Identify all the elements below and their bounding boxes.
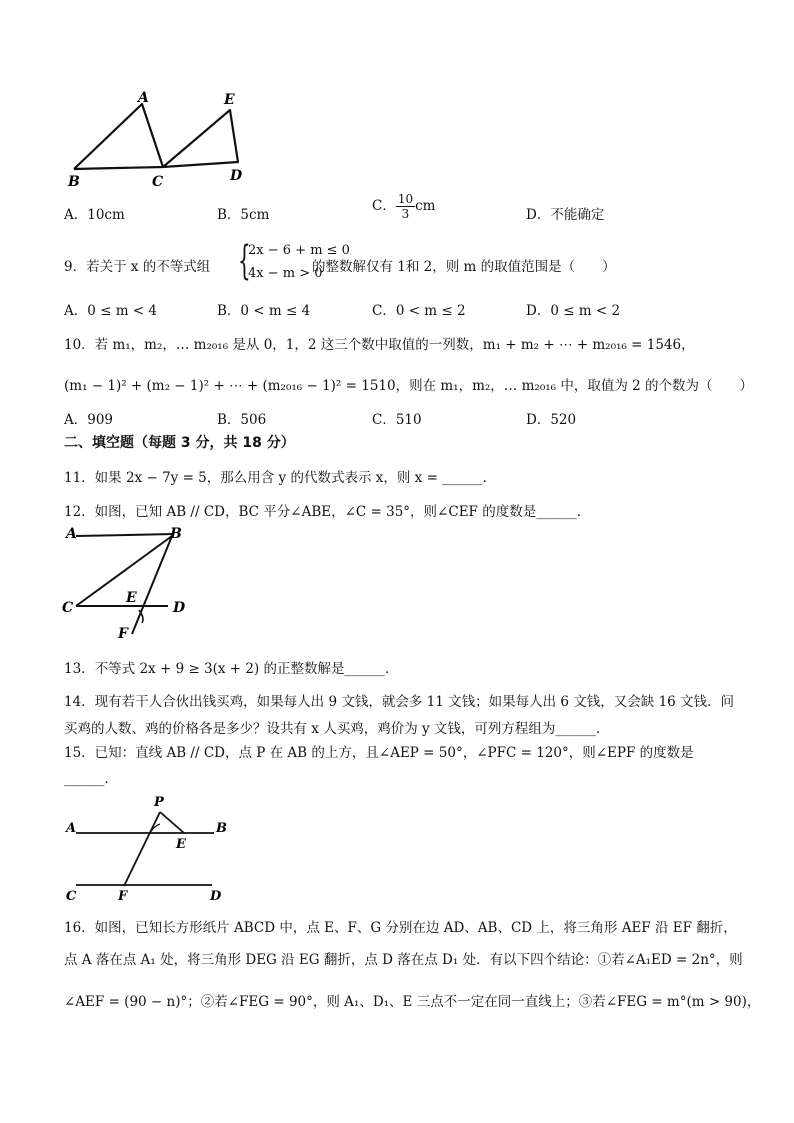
q8-option-c-prefix: C． [372,198,396,214]
fraction [396,192,415,221]
q10-option-d: D．520 [526,412,577,428]
q9-option-a: A．0 ≤ m < 4 [64,303,158,319]
q8-option-b: B．5cm [217,207,270,223]
q10-option-b: B．506 [217,412,267,428]
label-b: B [68,174,80,190]
left-brace: { [238,238,251,284]
label-c: C [66,889,77,904]
q10-line-2: (m₁ − 1)² + (m₂ − 1)² + ⋯ + (m₂₀₁₆ − 1)² = 1510，则在 m₁，m₂，… m₂₀₁₆ 中，取值为 2 的个数为（ ） [64,378,754,394]
label-d: D [230,168,243,184]
q15-line-2: ______． [64,771,118,787]
label-a: A [66,526,77,542]
line-pe [160,812,184,833]
q8-option-c-unit: cm [415,198,436,214]
q8-option-a: A．10cm [64,207,125,223]
q9-option-d: D．0 ≤ m < 2 [526,303,621,319]
q9-inequality-1: 2x − 6 + m ≤ 0 [248,243,350,258]
label-a: A [66,821,77,836]
q9-option-c: C．0 < m ≤ 2 [372,303,466,319]
label-f: F [118,889,128,904]
q14-line-1: 14．现有若干人合伙出钱买鸡，如果每人出 9 文钱，就会多 11 文钱；如果每人出 6 文钱，又会缺 16 文钱．问 [64,694,735,710]
line-pf [124,812,160,886]
label-f: F [118,626,128,642]
q9-system [238,238,350,285]
triangle-cde [163,110,238,167]
q10-option-c: C．510 [372,412,422,428]
label-a: A [138,90,149,106]
label-p: P [154,795,164,810]
q10-line-1: 10．若 m₁，m₂，… m₂₀₁₆ 是从 0，1，2 这三个数中取值的一列数，m₁ + m₂ + ⋯ + m₂₀₁₆ = 1546， [64,337,695,353]
q15-line-1: 15．已知：直线 AB // CD，点 P 在 AB 的上方，且∠AEP = 50°，∠PFC = 120°，则∠EPF 的度数是 [64,745,694,761]
q14-line-2: 买鸡的人数、鸡的价格各是多少？设共有 x 人买鸡，鸡价为 y 文钱，可列方程组为______． [64,721,610,737]
q16-line-1: 16．如图，已知长方形纸片 ABCD 中，点 E、F、G 分别在边 AD、AB、CD 上，将三角形 AEF 沿 EF 翻折， [64,920,737,936]
label-e: E [224,92,235,108]
q9-inequality-2: 4x − m > 0 [248,266,323,281]
q16-line-2: 点 A 落在点 A₁ 处，将三角形 DEG 沿 EG 翻折，点 D 落在点 D₁ 处．有以下四个结论：①若∠A₁ED = 2n°，则 [64,952,743,968]
label-b: B [170,526,182,542]
label-e: E [126,590,137,606]
figure-q8 [60,88,260,193]
q13-text: 13．不等式 2x + 9 ≥ 3(x + 2) 的正整数解是______． [64,661,399,677]
q10-option-a: A．909 [64,412,114,428]
fraction-numerator: 10 [397,192,414,206]
label-c: C [62,600,74,616]
q9-option-b: B．0 < m ≤ 4 [217,303,311,319]
q8-option-c [372,192,436,221]
figure-q15 [60,790,240,906]
q8-option-d: D．不能确定 [526,207,605,223]
section-heading: 二、填空题（每题 3 分，共 18 分） [64,435,295,451]
q9-stem-b: 的整数解仅有 1和 2，则 m 的取值范围是（ ） [312,259,616,275]
q16-line-3: ∠AEF = (90 − n)°；②若∠FEG = 90°，则 A₁、D₁、E 三点不一定在同一直线上；③若∠FEG = m°(m > 90)， [64,994,761,1010]
label-d: D [210,889,222,904]
label-b: B [216,821,227,836]
label-c: C [152,174,164,190]
line-ab [76,534,174,536]
fraction-denominator: 3 [401,207,410,221]
triangle-abc [74,104,163,169]
q9-stem-a: 9．若关于 x 的不等式组 [64,259,211,275]
q12-text: 12．如图，已知 AB // CD，BC 平分∠ABE，∠C = 35°，则∠CEF 的度数是______． [64,504,591,520]
figure-q12 [56,522,196,642]
q11-text: 11．如果 2x − 7y = 5，那么用含 y 的代数式表示 x，则 x = ______． [64,470,497,486]
label-e: E [176,837,186,852]
label-d: D [173,600,186,616]
